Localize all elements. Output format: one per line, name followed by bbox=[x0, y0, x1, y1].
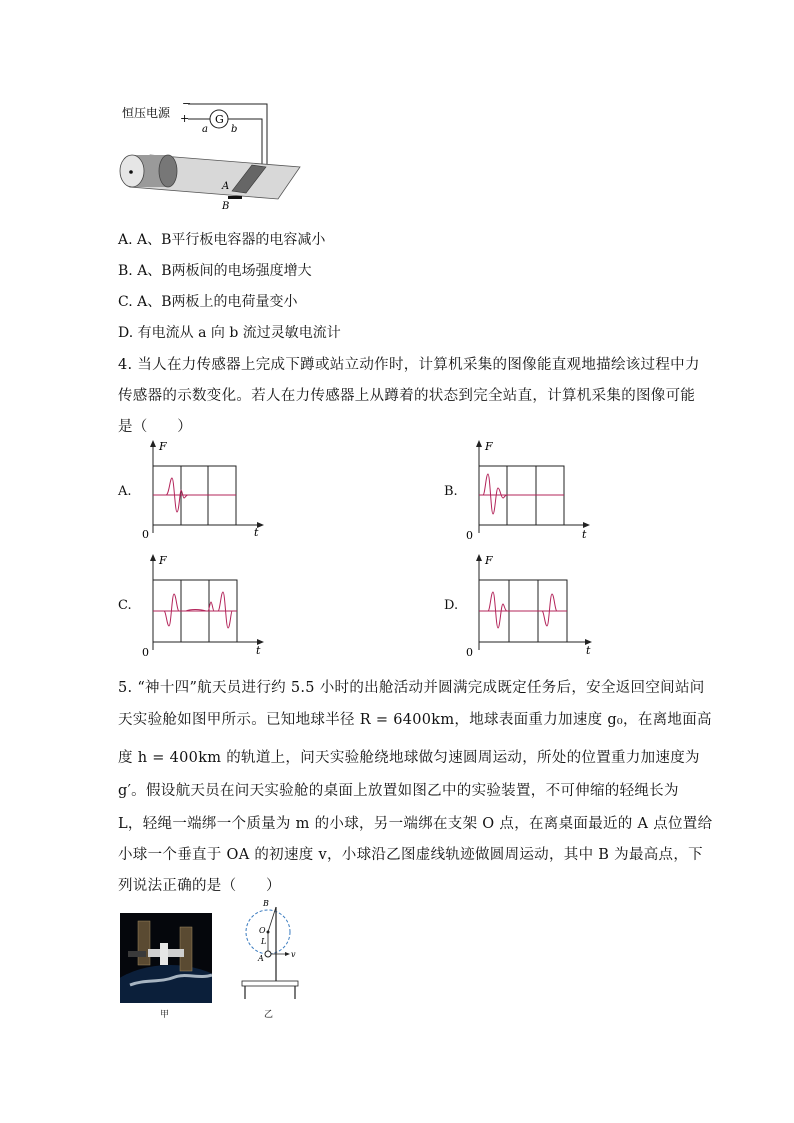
capacitor-roller-figure bbox=[110, 95, 310, 215]
graph-d-xlabel: t bbox=[586, 644, 591, 657]
minus-sign: − bbox=[182, 97, 192, 110]
space-station-photo bbox=[120, 913, 212, 1003]
graph-c-label: C. bbox=[118, 598, 132, 613]
graph-a-ylabel: F bbox=[159, 440, 167, 453]
power-source-label: 恒压电源 bbox=[122, 106, 171, 120]
graph-c-origin: 0 bbox=[142, 646, 149, 659]
plate-B-label: B bbox=[222, 201, 230, 212]
fig-label-v: v bbox=[291, 950, 296, 959]
graph-b-ylabel: F bbox=[485, 440, 493, 453]
q5-line-7: 列说法正确的是（ ） bbox=[118, 878, 281, 894]
fig-label-O: O bbox=[259, 926, 266, 935]
q5-line-2: 天实验舱如图甲所示。已知地球半径 R = 6400km，地球表面重力加速度 g₀，在离地面高 bbox=[118, 712, 712, 728]
galvanometer-label: G bbox=[215, 113, 224, 126]
graph-b bbox=[466, 438, 596, 543]
fig-label-B: B bbox=[263, 899, 269, 908]
graph-b-xlabel: t bbox=[582, 528, 587, 541]
label-a: a bbox=[202, 124, 208, 135]
graph-d-label: D. bbox=[444, 598, 459, 613]
q5-line-3: 度 h = 400km 的轨道上，问天实验舱绕地球做匀速圆周运动，所处的位置重力加速度为 bbox=[118, 750, 700, 766]
graph-d-ylabel: F bbox=[485, 554, 493, 567]
graph-c-xlabel: t bbox=[256, 644, 261, 657]
q5-line-1: 5. “神十四”航天员进行约 5.5 小时的出舱活动并圆满完成既定任务后，安全返回空间站问 bbox=[118, 680, 705, 696]
q5-line-6: 小球一个垂直于 OA 的初速度 v，小球沿乙图虚线轨迹做圆周运动，其中 B 为最高点，下 bbox=[118, 847, 703, 863]
q5-line-5: L，轻绳一端绑一个质量为 m 的小球，另一端绑在支架 O 点，在离桌面最近的 A 点位置给 bbox=[118, 816, 713, 832]
fig-label-A: A bbox=[258, 954, 264, 963]
plus-sign: + bbox=[180, 112, 190, 125]
caption-jia: 甲 bbox=[160, 1010, 170, 1020]
fig-label-L: L bbox=[261, 937, 267, 946]
q3-option-c: C. A、B两板上的电荷量变小 bbox=[118, 294, 298, 310]
q4-line-2: 传感器的示数变化。若人在力传感器上从蹲着的状态到完全站直，计算机采集的图像可能 bbox=[118, 388, 696, 404]
q5-line-4: g′。假设航天员在问天实验舱的桌面上放置如图乙中的实验装置，不可伸缩的轻绳长为 bbox=[118, 783, 679, 799]
q3-option-a: A. A、B平行板电容器的电容减小 bbox=[118, 232, 326, 248]
q4-line-1: 4. 当人在力传感器上完成下蹲或站立动作时，计算机采集的图像能直观地描绘该过程中力 bbox=[118, 357, 700, 373]
ball-icon bbox=[265, 951, 271, 957]
graph-a bbox=[140, 438, 270, 543]
graph-a-origin: 0 bbox=[142, 528, 149, 541]
graph-b-label: B. bbox=[444, 484, 458, 499]
q3-option-b: B. A、B两板间的电场强度增大 bbox=[118, 263, 312, 279]
label-b: b bbox=[231, 124, 238, 135]
caption-yi: 乙 bbox=[264, 1010, 274, 1020]
graph-c-ylabel: F bbox=[159, 554, 167, 567]
pendulum-apparatus-diagram bbox=[232, 895, 304, 1005]
q4-line-3: 是（ ） bbox=[118, 419, 192, 435]
graph-a-label: A. bbox=[118, 484, 132, 499]
graph-a-xlabel: t bbox=[254, 526, 259, 539]
plate-A-label: A bbox=[222, 181, 230, 192]
q3-option-d: D. 有电流从 a 向 b 流过灵敏电流计 bbox=[118, 325, 341, 341]
graph-c bbox=[140, 552, 270, 660]
graph-d bbox=[466, 552, 598, 660]
graph-b-origin: 0 bbox=[466, 529, 473, 542]
graph-d-origin: 0 bbox=[466, 646, 473, 659]
